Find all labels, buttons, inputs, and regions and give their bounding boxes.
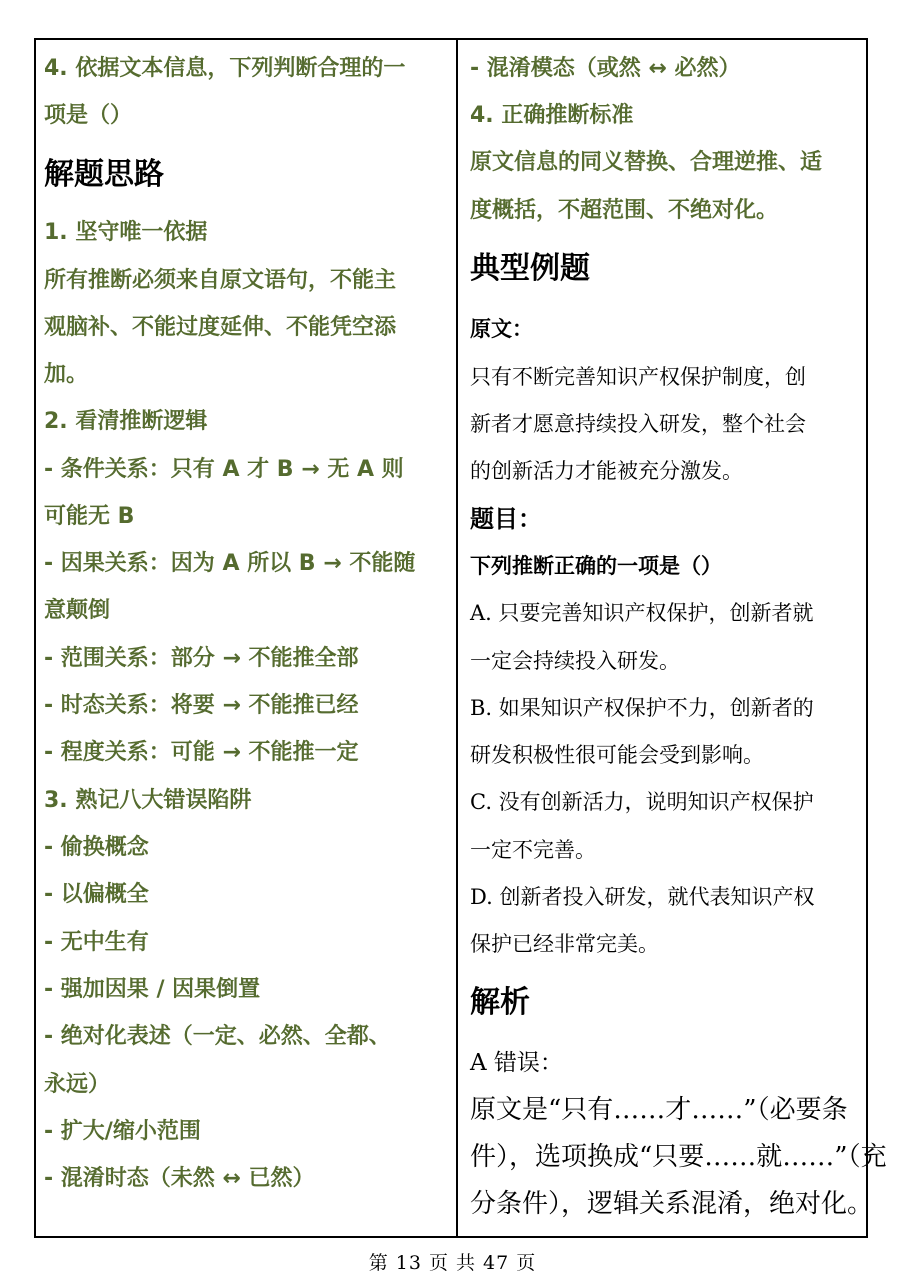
trap-item: 永远） (44, 1072, 111, 1097)
logic-item: 意颠倒 (44, 598, 111, 623)
option-d: 保护已经非常完美。 (470, 932, 659, 956)
trap-item: - 偷换概念 (44, 835, 149, 860)
option-a: 一定会持续投入研发。 (470, 649, 680, 673)
page-frame (34, 38, 887, 1238)
column-divider (456, 40, 458, 1236)
source-label: 原文： (470, 316, 533, 341)
point-4-title: 4. 正确推断标准 (470, 103, 634, 128)
trap-item: - 无中生有 (44, 930, 149, 955)
logic-item: 可能无 B (44, 504, 135, 529)
point-2-title: 2. 看清推断逻辑 (44, 409, 208, 434)
section-heading-analysis: 解析 (470, 985, 530, 1020)
point-4-text: 度概括，不超范围、不绝对化。 (470, 198, 779, 223)
logic-item: - 条件关系：只有 A 才 B → 无 A 则 (44, 457, 404, 482)
point-4-text: 原文信息的同义替换、合理逆推、适 (470, 150, 823, 175)
analysis-text: 原文是“只有……才……”（必要条 (470, 1095, 848, 1125)
trap-item: - 以偏概全 (44, 882, 149, 907)
source-text: 新者才愿意持续投入研发，整个社会 (470, 412, 806, 436)
option-b: B. 如果知识产权保护不力，创新者的 (470, 696, 814, 720)
section-heading-approach: 解题思路 (44, 157, 164, 192)
option-d: D. 创新者投入研发，就代表知识产权 (470, 885, 815, 909)
section-heading-example: 典型例题 (470, 251, 590, 286)
analysis-text: 件），选项换成“只要……就……”（充 (470, 1142, 887, 1172)
page-number: 第 13 页 共 47 页 (368, 1252, 537, 1274)
trap-item: - 强加因果 / 因果倒置 (44, 977, 261, 1002)
logic-item: - 程度关系：可能 → 不能推一定 (44, 740, 359, 765)
point-1-title: 1. 坚守唯一依据 (44, 220, 208, 245)
logic-item: - 因果关系：因为 A 所以 B → 不能随 (44, 551, 416, 576)
source-text: 只有不断完善知识产权保护制度，创 (470, 365, 806, 389)
question-4-text: 项是（） (44, 103, 133, 128)
trap-item: - 混淆模态（或然 ↔ 必然） (470, 56, 741, 81)
question-label: 题目： (470, 505, 542, 533)
trap-item: - 混淆时态（未然 ↔ 已然） (44, 1166, 315, 1191)
logic-item: - 时态关系：将要 → 不能推已经 (44, 693, 359, 718)
question-text: 下列推断正确的一项是（） (470, 553, 722, 578)
point-1-text: 观脑补、不能过度延伸、不能凭空添 (44, 315, 397, 340)
analysis-label: A 错误： (470, 1050, 563, 1076)
option-c: 一定不完善。 (470, 838, 596, 862)
point-1-text: 所有推断必须来自原文语句，不能主 (44, 268, 397, 293)
question-4-text: 4. 依据文本信息，下列判断合理的一 (44, 56, 406, 81)
option-b: 研发积极性很可能会受到影响。 (470, 743, 764, 767)
option-a: A. 只要完善知识产权保护，创新者就 (470, 601, 814, 625)
point-1-text: 加。 (44, 362, 89, 387)
analysis-text: 分条件），逻辑关系混淆，绝对化。 (470, 1189, 874, 1219)
trap-item: - 扩大/缩小范围 (44, 1119, 201, 1144)
logic-item: - 范围关系：部分 → 不能推全部 (44, 646, 359, 671)
point-3-title: 3. 熟记八大错误陷阱 (44, 788, 252, 813)
trap-item: - 绝对化表述（一定、必然、全都、 (44, 1024, 391, 1049)
option-c: C. 没有创新活力，说明知识产权保护 (470, 790, 814, 814)
source-text: 的创新活力才能被充分激发。 (470, 459, 743, 483)
